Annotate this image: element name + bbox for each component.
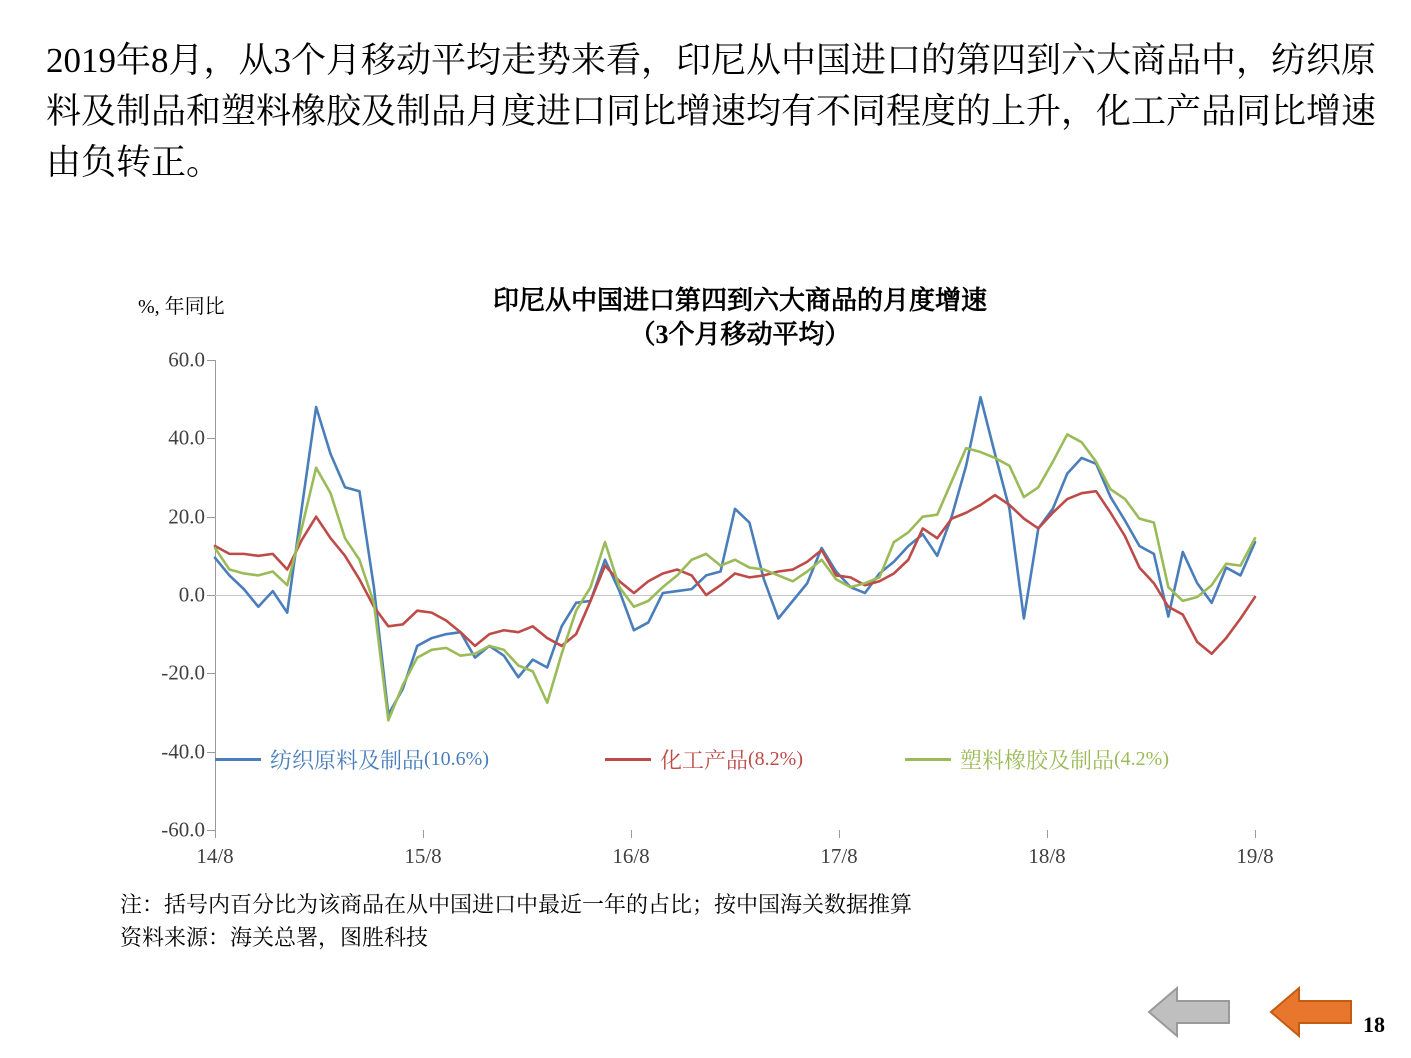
- x-tick-mark: [1255, 830, 1256, 838]
- y-tick-mark: [207, 360, 215, 361]
- legend-label: 塑料橡胶及制品: [960, 748, 1115, 773]
- y-tick-label: -40.0: [161, 739, 205, 764]
- x-tick-mark: [1047, 830, 1048, 838]
- legend-share-value: (10.6%): [424, 748, 489, 770]
- x-tick-label: 14/8: [196, 844, 234, 868]
- note-line-2: 资料来源：海关总署，图胜科技: [120, 925, 429, 950]
- y-tick-label: 20.0: [168, 504, 205, 529]
- series-line: [215, 434, 1255, 720]
- y-axis-unit-label: %, 年同比: [138, 296, 225, 318]
- chart-legend: [215, 744, 1255, 784]
- legend-item[interactable]: [215, 744, 489, 775]
- chart-title: [300, 284, 1180, 352]
- x-tick-mark: [215, 830, 216, 838]
- y-tick-mark: [207, 673, 215, 674]
- legend-item[interactable]: [605, 744, 803, 775]
- y-tick-mark: [207, 595, 215, 596]
- legend-share-value: (4.2%): [1114, 748, 1169, 770]
- chart-notes: [120, 888, 912, 954]
- left-arrow-orange-icon[interactable]: [1269, 984, 1353, 1040]
- x-tick-mark: [839, 830, 840, 838]
- y-tick-mark: [207, 438, 215, 439]
- y-tick-mark: [207, 752, 215, 753]
- x-tick-label: 17/8: [820, 844, 858, 868]
- legend-swatch-icon: [605, 758, 651, 761]
- page-number: 18: [1363, 1012, 1385, 1037]
- chart-title-main: 印尼从中国进口第四到六大商品的月度增速: [492, 286, 987, 315]
- y-tick-label: 0.0: [178, 582, 205, 607]
- chart-subtitle: （3个月移动平均）: [629, 319, 851, 349]
- legend-share-value: (8.2%): [748, 748, 803, 770]
- left-arrow-icon[interactable]: [1147, 984, 1231, 1040]
- legend-swatch-icon: [215, 758, 261, 761]
- x-tick-label: 19/8: [1236, 844, 1274, 868]
- legend-swatch-icon: [905, 758, 951, 761]
- legend-item[interactable]: [905, 744, 1169, 775]
- y-tick-label: 40.0: [168, 425, 205, 450]
- y-tick-label: 60.0: [168, 347, 205, 372]
- y-tick-label: -20.0: [161, 660, 205, 685]
- series-line: [215, 397, 1255, 714]
- legend-label: 化工产品: [660, 748, 749, 773]
- x-tick-mark: [423, 830, 424, 838]
- x-tick-label: 18/8: [1028, 844, 1066, 868]
- slide-headline: 2019年8月，从3个月移动平均走势来看，印尼从中国进口的第四到六大商品中，纺织原料及制品和塑料橡胶及制品月度进口同比增速均有不同程度的上升，化工产品同比增速由负转正。: [46, 41, 1377, 182]
- legend-label: 纺织原料及制品: [270, 748, 425, 773]
- y-tick-mark: [207, 830, 215, 831]
- chart-container: [120, 262, 1300, 882]
- x-tick-mark: [631, 830, 632, 838]
- x-tick-label: 15/8: [404, 844, 442, 868]
- y-tick-mark: [207, 517, 215, 518]
- y-tick-label: -60.0: [161, 817, 205, 842]
- note-line-1: 注：括号内百分比为该商品在从中国进口中最近一年的占比；按中国海关数据推算: [120, 892, 913, 917]
- x-tick-label: 16/8: [612, 844, 650, 868]
